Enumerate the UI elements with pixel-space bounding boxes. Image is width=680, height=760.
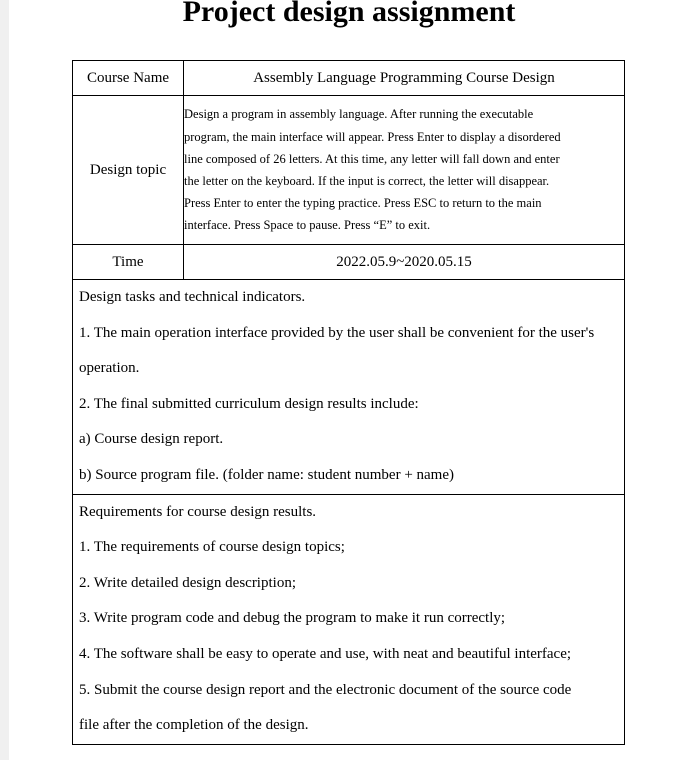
design-topic-line: Press Enter to enter the typing practice. Press ESC to return to the main bbox=[184, 196, 542, 211]
requirement-line: file after the completion of the design. bbox=[79, 717, 309, 734]
design-tasks-section bbox=[73, 280, 625, 495]
requirement-line: 4. The software shall be easy to operate and use, with neat and beautiful interface; bbox=[79, 645, 572, 662]
design-task-line: operation. bbox=[79, 360, 140, 377]
design-task-line: 1. The main operation interface provided by the user shall be convenient for the user's bbox=[79, 324, 595, 341]
design-topic-label: Design topic bbox=[73, 96, 184, 245]
time-row bbox=[73, 245, 625, 280]
requirement-line: 5. Submit the course design report and the electronic document of the source code bbox=[79, 681, 572, 698]
design-topic-row bbox=[73, 96, 625, 245]
design-topic-description bbox=[184, 96, 625, 245]
design-tasks-row bbox=[73, 280, 625, 495]
requirement-line: 1. The requirements of course design topics; bbox=[79, 539, 345, 556]
viewer-left-margin bbox=[0, 0, 9, 760]
page-title: Project design assignment bbox=[182, 0, 516, 28]
design-topic-line: the letter on the keyboard. If the input is correct, the letter will disappear. bbox=[184, 174, 550, 188]
time-label: Time bbox=[73, 245, 184, 280]
course-name-row bbox=[73, 61, 625, 96]
design-topic-line: interface. Press Space to pause. Press “E” to exit. bbox=[184, 218, 431, 233]
design-tasks-heading: Design tasks and technical indicators. bbox=[79, 289, 306, 305]
course-name-value: Assembly Language Programming Course Design bbox=[184, 61, 625, 96]
course-name-label: Course Name bbox=[73, 61, 184, 96]
requirements-row bbox=[73, 494, 625, 744]
design-topic-line: line composed of 26 letters. At this time, any letter will fall down and enter bbox=[184, 151, 560, 166]
design-topic-line: Design a program in assembly language. After running the executable bbox=[184, 107, 534, 122]
design-task-line: a) Course design report. bbox=[79, 431, 224, 448]
requirement-line: 2. Write detailed design description; bbox=[79, 574, 296, 591]
assignment-table bbox=[72, 60, 625, 745]
requirements-heading: Requirements for course design results. bbox=[79, 503, 317, 520]
time-value: 2022.05.9~2020.05.15 bbox=[184, 245, 625, 280]
design-task-line: b) Source program file. (folder name: student number + name) bbox=[79, 466, 454, 483]
design-task-line: 2. The final submitted curriculum design results include: bbox=[79, 395, 419, 412]
requirements-section bbox=[73, 494, 625, 744]
design-topic-line: program, the main interface will appear. Press Enter to display a disordered bbox=[184, 129, 561, 144]
requirement-line: 3. Write program code and debug the program to make it run correctly; bbox=[79, 610, 506, 627]
